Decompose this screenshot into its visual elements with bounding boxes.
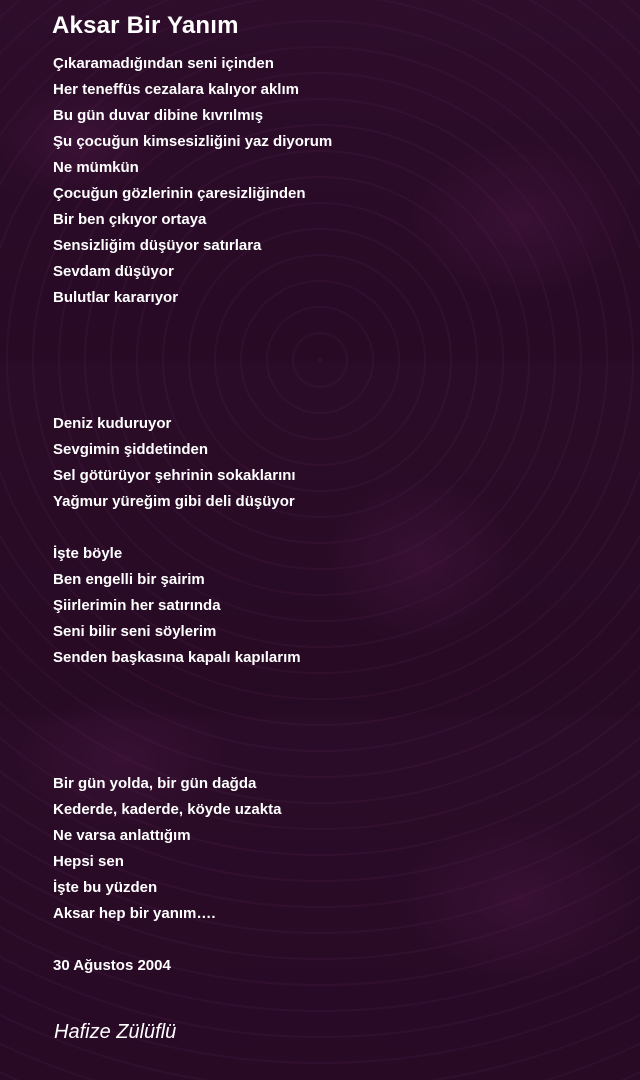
poem-line: Ben engelli bir şairim bbox=[53, 571, 205, 588]
poem-line: İşte böyle bbox=[53, 545, 123, 562]
poem-line: Hepsi sen bbox=[53, 853, 124, 870]
poem-line: Ne mümkün bbox=[53, 159, 139, 176]
poem-date: 30 Ağustos 2004 bbox=[53, 957, 171, 974]
poem-line: Sevdam düşüyor bbox=[53, 263, 174, 280]
poem-line: Kederde, kaderde, köyde uzakta bbox=[53, 801, 282, 818]
poem-title: Aksar Bir Yanım bbox=[52, 12, 239, 39]
poem-line: Çıkaramadığından seni içinden bbox=[53, 55, 274, 72]
poem-line: Bir ben çıkıyor ortaya bbox=[53, 211, 207, 228]
poem-line: Her teneffüs cezalara kalıyor aklım bbox=[53, 81, 299, 98]
poem-line: Bu gün duvar dibine kıvrılmış bbox=[53, 107, 264, 124]
poem-line: Bir gün yolda, bir gün dağda bbox=[53, 775, 257, 792]
stanza-3 bbox=[53, 541, 301, 671]
poem-line: Sevgimin şiddetinden bbox=[53, 441, 209, 458]
poem-line: Çocuğun gözlerinin çaresizliğinden bbox=[53, 185, 306, 202]
poem-line: Sensizliğim düşüyor satırlara bbox=[53, 237, 262, 254]
poem-line: Aksar hep bir yanım…. bbox=[53, 905, 216, 922]
poem-line: Ne varsa anlattığım bbox=[53, 827, 191, 844]
poem-line: Seni bilir seni söylerim bbox=[53, 623, 217, 640]
poem-line: Şiirlerimin her satırında bbox=[53, 597, 221, 614]
stanza-1 bbox=[53, 51, 332, 311]
poem-line: İşte bu yüzden bbox=[53, 879, 158, 896]
stanza-4 bbox=[53, 771, 281, 927]
poem-line: Şu çocuğun kimsesizliğini yaz diyorum bbox=[53, 133, 333, 150]
poem-line: Sel götürüyor şehrinin sokaklarını bbox=[53, 467, 296, 484]
poem-author: Hafize Zülüflü bbox=[54, 1021, 177, 1043]
poem-line: Senden başkasına kapalı kapılarım bbox=[53, 649, 301, 666]
stanza-2 bbox=[53, 411, 296, 515]
poem-line: Yağmur yüreğim gibi deli düşüyor bbox=[53, 493, 295, 510]
poem-line: Bulutlar kararıyor bbox=[53, 289, 179, 306]
poem-line: Deniz kuduruyor bbox=[53, 415, 172, 432]
